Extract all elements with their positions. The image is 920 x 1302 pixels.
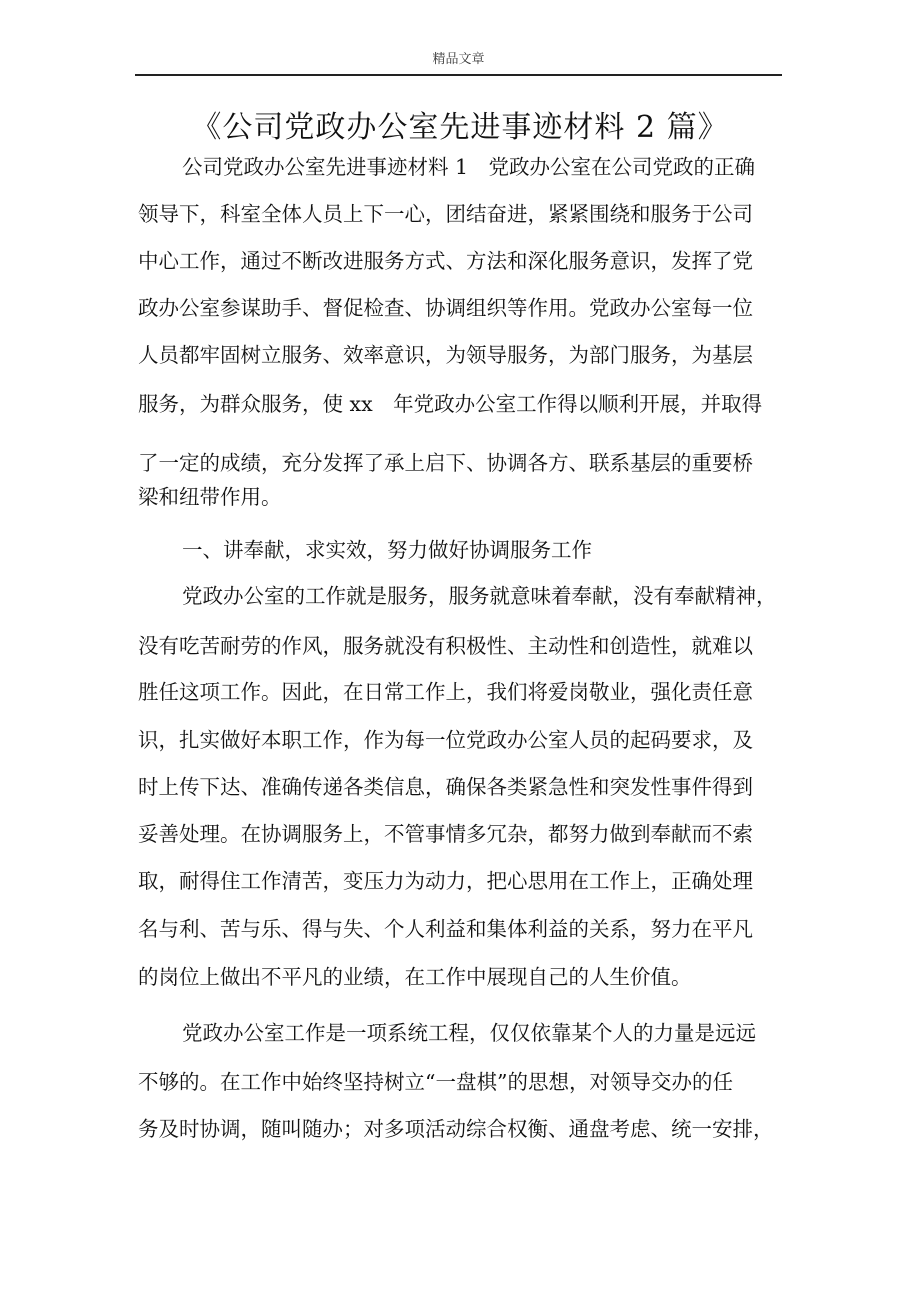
- paragraph-line: 中心工作，通过不断改进服务方式、方法和深化服务意识，发挥了党: [138, 249, 753, 273]
- paragraph-line: 公司党政办公室先进事迹材料 1 党政办公室在公司党政的正确: [182, 155, 756, 179]
- paragraph-line: 人员都牢固树立服务、效率意识，为领导服务，为部门服务，为基层: [138, 343, 753, 367]
- paragraph-line: 政办公室参谋助手、督促检查、协调组织等作用。党政办公室每一位: [138, 296, 753, 320]
- paragraph-line: 取，耐得住工作清苦，变压力为动力，把心思用在工作上，正确处理: [138, 869, 753, 893]
- paragraph-line: 服务，为群众服务，使 xx 年党政办公室工作得以顺利开展，并取得: [138, 392, 763, 416]
- page-header: 精品文章: [135, 52, 782, 76]
- document-title: 《公司党政办公室先进事迹材料 2 篇》: [191, 110, 729, 146]
- paragraph-line: 不够的。在工作中始终坚持树立“一盘棋”的思想，对领导交办的任: [138, 1070, 733, 1094]
- section-heading: 一、讲奉献，求实效，努力做好协调服务工作: [182, 538, 592, 562]
- paragraph-line: 没有吃苦耐劳的作风，服务就没有积极性、主动性和创造性，就难以: [138, 634, 753, 658]
- paragraph-line: 妥善处理。在协调服务上，不管事情多冗杂，都努力做到奉献而不索: [138, 822, 753, 846]
- paragraph-line: 的岗位上做出不平凡的业绩，在工作中展现自己的人生价值。: [138, 965, 692, 989]
- paragraph-line: 了一定的成绩，充分发挥了承上启下、协调各方、联系基层的重要桥: [138, 451, 753, 475]
- paragraph-line: 党政办公室工作是一项系统工程，仅仅依靠某个人的力量是远远: [182, 1021, 756, 1045]
- paragraph-line: 时上传下达、准确传递各类信息，确保各类紧急性和突发性事件得到: [138, 775, 753, 799]
- paragraph-line: 务及时协调，随叫随办；对多项活动综合权衡、通盘考虑、统一安排，: [138, 1117, 774, 1141]
- paragraph-line: 党政办公室的工作就是服务，服务就意味着奉献，没有奉献精神，: [182, 584, 777, 608]
- paragraph-line: 胜任这项工作。因此，在日常工作上，我们将爱岗敬业，强化责任意: [138, 680, 753, 704]
- paragraph-line: 梁和纽带作用。: [138, 485, 282, 509]
- paragraph-line: 名与利、苦与乐、得与失、个人利益和集体利益的关系，努力在平凡: [138, 917, 753, 941]
- paragraph-line: 识，扎实做好本职工作，作为每一位党政办公室人员的起码要求，及: [138, 728, 753, 752]
- paragraph-line: 领导下，科室全体人员上下一心，团结奋进，紧紧围绕和服务于公司: [138, 202, 753, 226]
